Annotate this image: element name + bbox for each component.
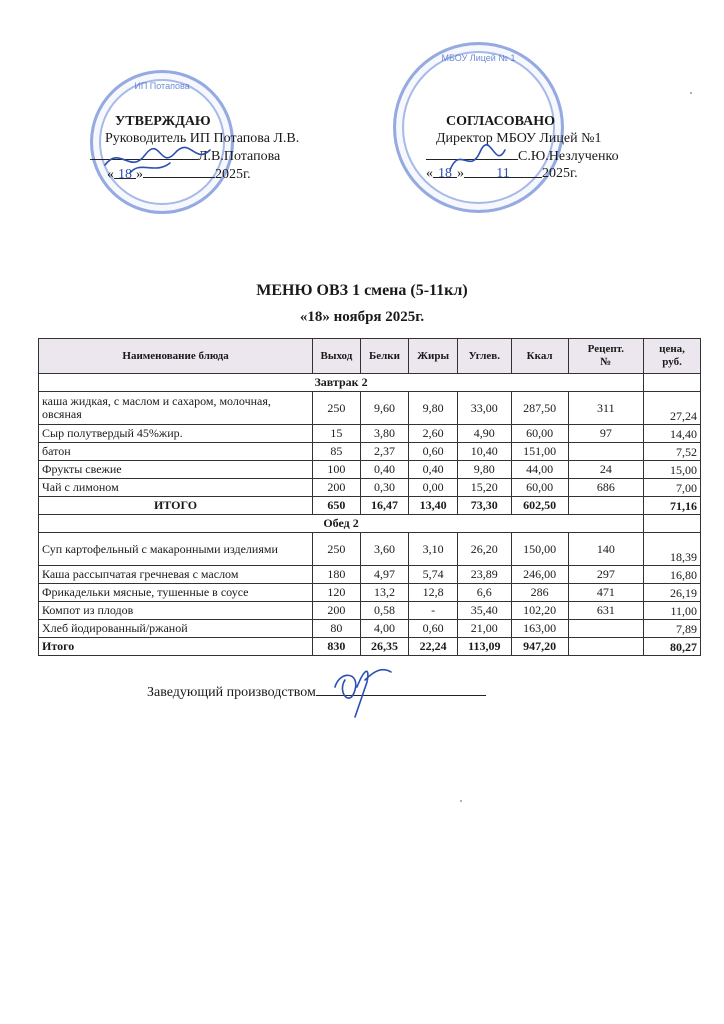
cell-output: 180	[313, 566, 361, 584]
approval-right-heading: СОГЛАСОВАНО	[446, 114, 555, 129]
signature-line	[426, 147, 518, 160]
cell-output: 100	[313, 461, 361, 479]
cell-protein: 0,40	[360, 461, 409, 479]
stamp-left-text: ИП Потапова	[134, 81, 190, 91]
cell-protein: 4,97	[360, 566, 409, 584]
dish-name: Хлеб йодированный/ржаной	[39, 620, 313, 638]
approval-left-year: 2025г.	[215, 167, 251, 182]
cell-protein: 4,00	[360, 620, 409, 638]
header-dish-name: Наименование блюда	[39, 339, 313, 374]
cell-output: 200	[313, 479, 361, 497]
cell-carbs: 35,40	[457, 602, 511, 620]
cell-protein: 0,30	[360, 479, 409, 497]
cell-output: 15	[313, 425, 361, 443]
cell-protein: 3,80	[360, 425, 409, 443]
cell-price: 18,39	[644, 533, 701, 566]
cell-carbs: 10,40	[457, 443, 511, 461]
cell-kcal: 102,20	[511, 602, 568, 620]
cell-kcal: 151,00	[511, 443, 568, 461]
header-fat: Жиры	[409, 339, 458, 374]
date-quote-close: »	[457, 166, 464, 181]
cell-fat: 0,40	[409, 461, 458, 479]
header-price-line1: цена,	[659, 343, 685, 355]
table-row	[39, 392, 701, 425]
cell-protein: 16,47	[360, 497, 409, 515]
cell-fat: 0,60	[409, 443, 458, 461]
cell-fat: 22,24	[409, 638, 458, 656]
approval-right-position: Директор МБОУ Лицей №1	[436, 131, 602, 146]
cell-protein: 26,35	[360, 638, 409, 656]
manager-signature-line	[316, 683, 486, 696]
cell-price: 7,00	[644, 479, 701, 497]
header-recipe-line1: Рецепт.	[587, 343, 624, 355]
approval-left-signer: Л.В.Потапова	[198, 149, 281, 164]
cell-output: 650	[313, 497, 361, 515]
cell-price: 7,89	[644, 620, 701, 638]
approval-left-date	[107, 165, 299, 183]
cell-kcal: 60,00	[511, 425, 568, 443]
cell-fat: 9,80	[409, 392, 458, 425]
cell-recipe: 471	[568, 584, 644, 602]
cell-recipe: 297	[568, 566, 644, 584]
approval-left-heading: УТВЕРЖДАЮ	[115, 114, 211, 129]
cell-price: 26,19	[644, 584, 701, 602]
cell-fat: 12,8	[409, 584, 458, 602]
cell-kcal: 602,50	[511, 497, 568, 515]
cell-protein: 2,37	[360, 443, 409, 461]
section-price-cell	[644, 515, 701, 533]
cell-fat: -	[409, 602, 458, 620]
approval-right-signer: С.Ю.Незлученко	[518, 149, 619, 164]
cell-carbs: 4,90	[457, 425, 511, 443]
cell-recipe	[568, 443, 644, 461]
cell-carbs: 113,09	[457, 638, 511, 656]
cell-carbs: 6,6	[457, 584, 511, 602]
table-row	[39, 533, 701, 566]
cell-kcal: 163,00	[511, 620, 568, 638]
table-row	[39, 620, 701, 638]
table-row	[39, 602, 701, 620]
cell-recipe	[568, 497, 644, 515]
cell-recipe	[568, 620, 644, 638]
cell-protein: 3,60	[360, 533, 409, 566]
table-row	[39, 584, 701, 602]
dish-name: Сыр полутвердый 45%жир.	[39, 425, 313, 443]
header-carbs: Углев.	[457, 339, 511, 374]
cell-output: 85	[313, 443, 361, 461]
dish-name: Фрикадельки мясные, тушенные в соусе	[39, 584, 313, 602]
dish-name: Итого	[39, 638, 313, 656]
table-row	[39, 461, 701, 479]
cell-carbs: 73,30	[457, 497, 511, 515]
manager-label: Заведующий производством	[147, 685, 316, 700]
cell-recipe: 686	[568, 479, 644, 497]
approval-right-month: 11	[464, 165, 542, 178]
cell-price: 14,40	[644, 425, 701, 443]
header-price-line2: руб.	[662, 356, 682, 368]
cell-kcal: 287,50	[511, 392, 568, 425]
cell-fat: 13,40	[409, 497, 458, 515]
cell-price: 27,24	[644, 392, 701, 425]
month-line	[143, 165, 215, 178]
scan-speck	[460, 800, 462, 802]
dish-name: Чай с лимоном	[39, 479, 313, 497]
cell-carbs: 9,80	[457, 461, 511, 479]
cell-recipe: 24	[568, 461, 644, 479]
header-kcal: Ккал	[511, 339, 568, 374]
table-row	[39, 566, 701, 584]
cell-fat: 3,10	[409, 533, 458, 566]
cell-carbs: 26,20	[457, 533, 511, 566]
cell-kcal: 947,20	[511, 638, 568, 656]
cell-protein: 13,2	[360, 584, 409, 602]
manager-signature-block	[147, 683, 486, 701]
cell-fat: 2,60	[409, 425, 458, 443]
date-quote-open: «	[107, 167, 114, 182]
approval-left-day: 18	[114, 166, 136, 179]
cell-price: 11,00	[644, 602, 701, 620]
dish-name: ИТОГО	[39, 497, 313, 515]
cell-recipe: 140	[568, 533, 644, 566]
dish-name: Суп картофельный с макаронными изделиями	[39, 533, 313, 566]
dish-name: Фрукты свежие	[39, 461, 313, 479]
cell-output: 120	[313, 584, 361, 602]
approval-left-signer-line	[90, 147, 299, 165]
cell-output: 200	[313, 602, 361, 620]
cell-carbs: 15,20	[457, 479, 511, 497]
table-row	[39, 443, 701, 461]
header-recipe-line2: №	[600, 356, 612, 368]
cell-kcal: 286	[511, 584, 568, 602]
cell-output: 830	[313, 638, 361, 656]
table-header-row	[39, 339, 701, 374]
date-quote-close: »	[136, 167, 143, 182]
cell-kcal: 60,00	[511, 479, 568, 497]
approval-right-date	[426, 165, 619, 182]
page-title: МЕНЮ ОВЗ 1 смена (5-11кл)	[256, 282, 468, 299]
approval-right	[426, 113, 619, 182]
table-row	[39, 425, 701, 443]
section-title: Обед 2	[39, 515, 644, 533]
stamp-right-text: МБОУ Лицей № 1	[441, 53, 516, 63]
section-price-cell	[644, 374, 701, 392]
approval-right-day: 18	[433, 165, 457, 178]
dish-name: батон	[39, 443, 313, 461]
cell-output: 250	[313, 533, 361, 566]
cell-recipe: 631	[568, 602, 644, 620]
cell-output: 250	[313, 392, 361, 425]
menu-table	[38, 338, 701, 656]
total-row	[39, 638, 701, 656]
cell-price: 71,16	[644, 497, 701, 515]
approval-right-year: 2025г.	[542, 166, 578, 181]
section-row	[39, 515, 701, 533]
header-output: Выход	[313, 339, 361, 374]
cell-carbs: 33,00	[457, 392, 511, 425]
approval-left	[105, 113, 300, 183]
scan-speck	[690, 92, 692, 94]
cell-recipe: 97	[568, 425, 644, 443]
cell-fat: 0,60	[409, 620, 458, 638]
menu-date: «18» ноября 2025г.	[299, 309, 425, 325]
cell-recipe	[568, 638, 644, 656]
cell-price: 15,00	[644, 461, 701, 479]
cell-kcal: 44,00	[511, 461, 568, 479]
dish-name: Компот из плодов	[39, 602, 313, 620]
cell-fat: 5,74	[409, 566, 458, 584]
cell-carbs: 23,89	[457, 566, 511, 584]
total-row	[39, 497, 701, 515]
table-row	[39, 479, 701, 497]
section-row	[39, 374, 701, 392]
cell-carbs: 21,00	[457, 620, 511, 638]
cell-protein: 0,58	[360, 602, 409, 620]
cell-price: 16,80	[644, 566, 701, 584]
cell-recipe: 311	[568, 392, 644, 425]
approval-left-position: Руководитель ИП Потапова Л.В.	[105, 131, 300, 146]
cell-protein: 9,60	[360, 392, 409, 425]
approval-right-signer-line	[426, 147, 619, 165]
cell-output: 80	[313, 620, 361, 638]
dish-name: Каша рассыпчатая гречневая с маслом	[39, 566, 313, 584]
cell-price: 7,52	[644, 443, 701, 461]
cell-kcal: 246,00	[511, 566, 568, 584]
signature-line	[90, 147, 198, 160]
section-title: Завтрак 2	[39, 374, 644, 392]
cell-kcal: 150,00	[511, 533, 568, 566]
header-price	[644, 339, 701, 374]
date-quote-open: «	[426, 166, 433, 181]
table-body	[39, 374, 701, 656]
cell-fat: 0,00	[409, 479, 458, 497]
dish-name: каша жидкая, с маслом и сахаром, молочная, овсяная	[39, 392, 313, 425]
cell-price: 80,27	[644, 638, 701, 656]
header-protein: Белки	[360, 339, 409, 374]
header-recipe	[568, 339, 644, 374]
